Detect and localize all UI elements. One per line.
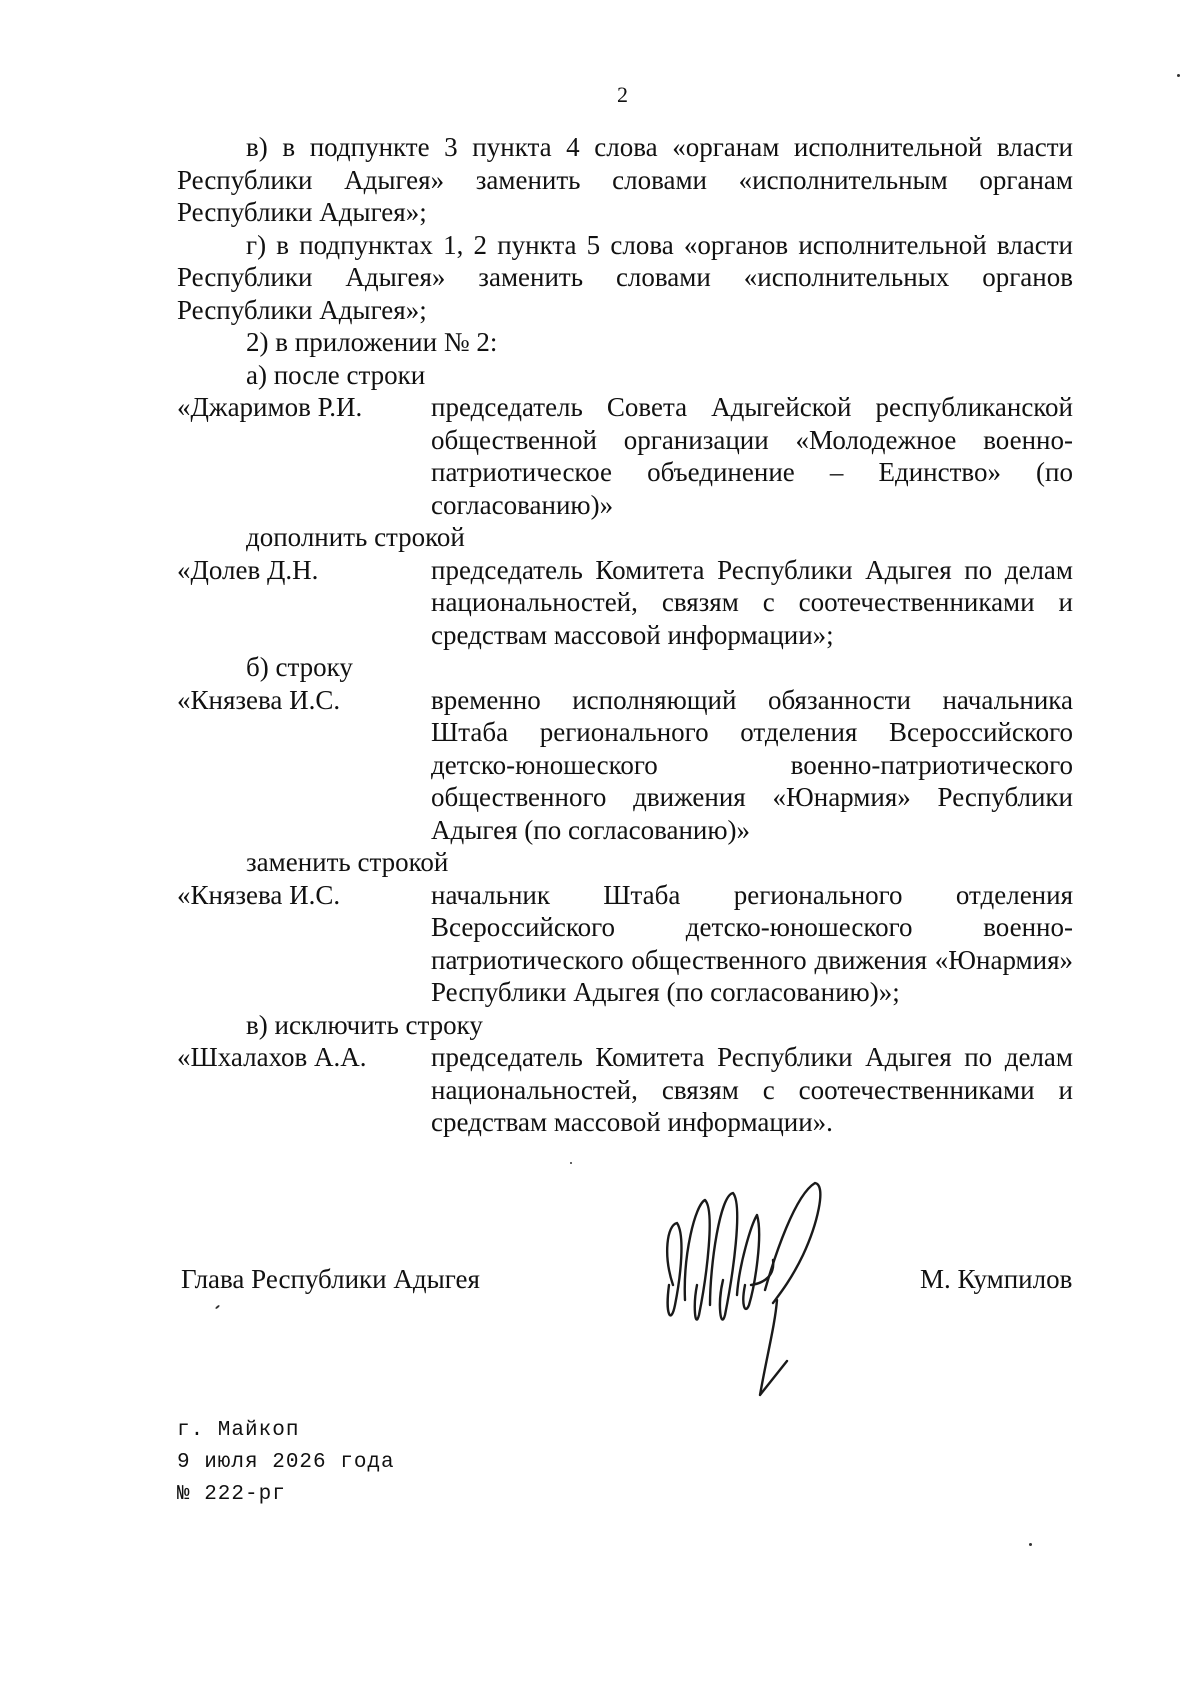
entry-name: «Долев Д.Н.	[177, 554, 319, 585]
paragraph-supplement: дополнить строкой	[246, 522, 465, 552]
paragraph-g: г) в подпунктах 1, 2 пункта 5 слова «органов исполнительной власти Республики Адыгея» заменить словами «исполнительных органов Республики Адыгея»;	[177, 229, 1073, 325]
entry-position: председатель Комитета Республики Адыгея по делам национальностей, связям с соотечественниками и средствам массовой информации»;	[431, 554, 1073, 650]
scan-speck	[570, 1162, 572, 1164]
entry-shkhalakhov	[177, 1041, 1073, 1139]
entry-name: «Князева И.С.	[177, 684, 341, 715]
paragraph-item-2: 2) в приложении № 2:	[246, 327, 498, 357]
paragraph-v: в) в подпункте 3 пункта 4 слова «органам исполнительной власти Республики Адыгея» заменить словами «исполнительным органам Республики Адыгея»;	[177, 132, 1073, 227]
issue-date: 9 июля 2026 года	[177, 1451, 395, 1474]
scan-speck	[1177, 74, 1180, 77]
entry-knyazeva-new	[177, 879, 1073, 1009]
entry-position: председатель Комитета Республики Адыгея по делам национальностей, связям с соотечественниками и средствам массовой информации».	[431, 1042, 1073, 1137]
issue-city: г. Майкоп	[177, 1419, 300, 1442]
entry-name: «Джаримов Р.И.	[177, 392, 363, 422]
document-body	[177, 131, 1073, 1139]
entry-dolev	[177, 554, 1073, 652]
issue-details	[177, 1415, 395, 1511]
entry-position: начальник Штаба регионального отделения Всероссийского детско-юношеского военно-патриотического общественного движения «Юнармия» Республики Адыгея (по согласованию)»;	[431, 879, 1073, 1007]
page-number: 2	[617, 82, 628, 107]
entry-name: «Шхалахов А.А.	[177, 1042, 367, 1072]
scan-speck	[1029, 1543, 1032, 1546]
scan-speck	[215, 1305, 220, 1310]
issue-number: № 222-рг	[177, 1483, 286, 1506]
handwritten-signature	[655, 1165, 835, 1410]
entry-dzharimov	[177, 391, 1073, 521]
paragraph-b-line: б) строку	[246, 652, 353, 682]
entry-name: «Князева И.С.	[177, 879, 341, 910]
paragraph-replace: заменить строкой	[246, 847, 449, 877]
paragraph-a-after: а) после строки	[246, 359, 426, 390]
entry-position: председатель Совета Адыгейской республиканской общественной организации «Молодежное военно-патриотическое объединение – Единство» (по согласованию)»	[431, 392, 1073, 520]
paragraph-v-exclude: в) исключить строку	[246, 1009, 483, 1040]
signatory-name: М. Кумпилов	[920, 1264, 1073, 1294]
signatory-title: Глава Республики Адыгея	[181, 1264, 480, 1294]
entry-position: временно исполняющий обязанности начальника Штаба регионального отделения Всероссийского детско-юношеского военно-патриотического общественного движения «Юнармия» Республики Адыгея (по согласованию)»	[431, 684, 1073, 845]
entry-knyazeva-old	[177, 684, 1073, 847]
